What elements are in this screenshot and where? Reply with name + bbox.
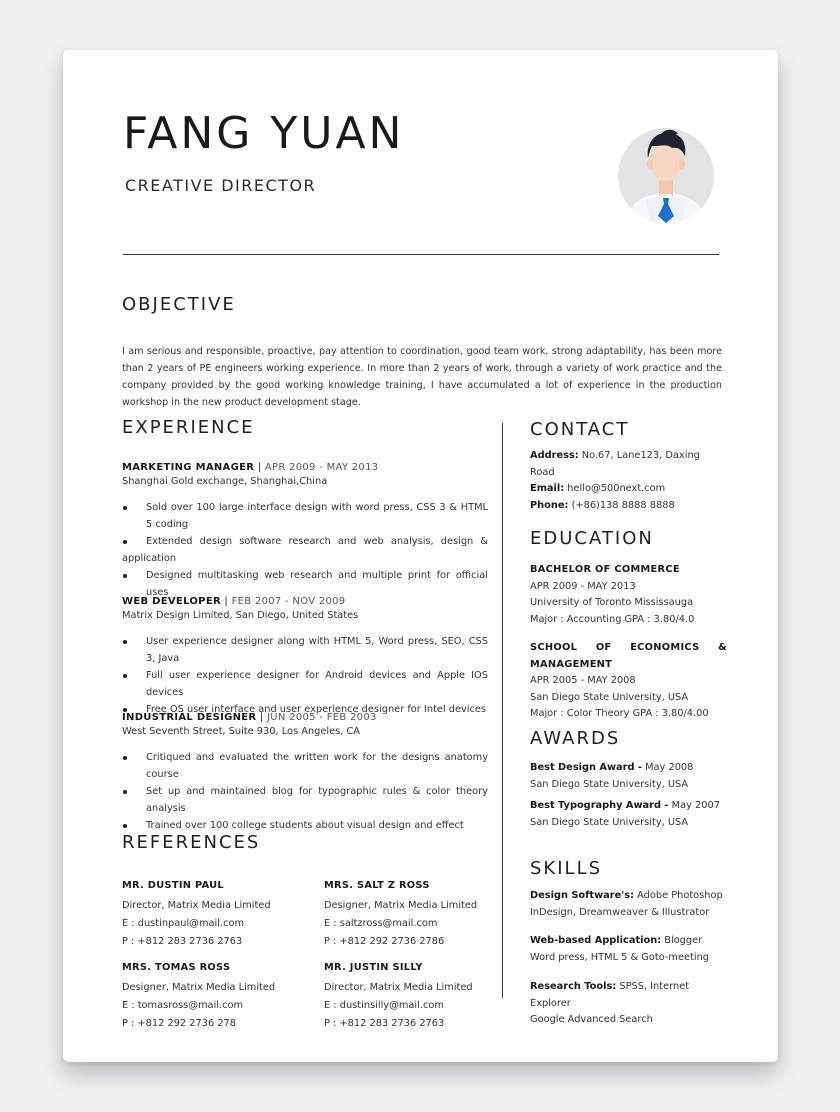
skill-value-2: InDesign, Dreamweaver & Illustrator — [530, 906, 710, 918]
job-title-line: WEB DEVELOPER | FEB 2007 - NOV 2009 — [122, 596, 346, 607]
skill-value-2: Word press, HTML 5 & Goto-meeting — [530, 951, 709, 963]
objective-text: I am serious and responsible, proactive, pay attention to coordination, good team work, strong adaptability, has been more than 2 years of PE engineers working experience. In more than 2 years of work, through a variety of work practice and the company provided by the good working knowledge training, I have accumulated a lot of experience in the production workshop in the new product development stage. — [122, 345, 722, 408]
skill-entry — [530, 933, 727, 966]
header-divider — [123, 254, 719, 255]
job-title: WEB DEVELOPER — [122, 596, 221, 607]
award-place: San Diego State University, USA — [530, 816, 689, 828]
job-bullet: Extended design software research and web analysis, design & application — [122, 533, 488, 567]
phone-value: (+86)138 8888 8888 — [571, 499, 675, 511]
column-divider — [502, 423, 503, 998]
award-year: May 2007 — [671, 800, 720, 811]
reference-phone: P : +812 283 2736 2763 — [122, 936, 243, 947]
job-bullets — [122, 499, 488, 601]
phone-label: Phone: — [530, 499, 569, 511]
award-title-line — [530, 760, 727, 777]
degree-title-word: ECONOMICS — [630, 642, 700, 653]
job-place: West Seventh Street, Suite 930, Los Angeles, CA — [122, 726, 360, 737]
degree-detail: Major : Color Theory GPA : 3.80/4.00 — [530, 708, 709, 719]
reference-email: E : dustinpaul@mail.com — [122, 918, 245, 929]
contact-heading: CONTACT — [530, 419, 630, 440]
job-bullet: Full user experience designer for Android devices and Apple IOS devices — [122, 667, 488, 701]
award-title: Best Design Award - — [530, 762, 642, 773]
job-date: FEB 2007 - NOV 2009 — [231, 596, 346, 607]
job-bullet: Trained over 100 college students about visual design and effect — [122, 817, 488, 834]
reference-position: Director, Matrix Media Limited — [122, 900, 271, 911]
awards-heading: AWARDS — [530, 728, 621, 749]
degree-title-word: & — [718, 642, 727, 653]
job-bullet: Critiqued and evaluated the written work for the designs anatomy course — [122, 749, 488, 783]
email-value: hello@500next.com — [567, 483, 666, 494]
education-heading: EDUCATION — [530, 528, 654, 549]
reference-phone: P : +812 292 2736 278 — [122, 1018, 237, 1029]
reference-position: Designer, Matrix Media Limited — [122, 982, 276, 993]
resume-page — [63, 50, 778, 1062]
skill-value-2: Google Advanced Search — [530, 1014, 653, 1025]
degree-title: BACHELOR OF COMMERCE — [530, 564, 680, 575]
skill-line — [530, 888, 727, 905]
job-bullets — [122, 633, 488, 718]
reference-phone: P : +812 292 2736 2786 — [324, 936, 445, 947]
degree-date: APR 2005 - MAY 2008 — [530, 675, 636, 686]
job-bullet: User experience designer along with HTML 5, Word press, SEO, CSS 3, Java — [122, 633, 488, 667]
job-title: MARKETING MANAGER — [122, 462, 255, 473]
job-entry — [122, 462, 488, 601]
reference-card — [122, 959, 312, 1033]
job-entry — [122, 712, 488, 834]
address-value: No.67, Lane123, Daxing Road — [530, 450, 700, 478]
reference-name: MR. JUSTIN SILLY — [324, 962, 423, 973]
job-title-line: INDUSTRIAL DESIGNER | JUN 2005 - FEB 2003 — [122, 712, 377, 723]
degree-school: San Diego State University, USA — [530, 691, 689, 703]
award-year: May 2008 — [645, 762, 694, 773]
job-title: INDUSTRIAL DESIGNER — [122, 712, 257, 723]
award-entry — [530, 760, 727, 793]
contact-email — [530, 481, 727, 498]
job-entry — [122, 596, 488, 718]
skill-label: Research Tools: — [530, 981, 617, 992]
award-title-line — [530, 798, 727, 815]
reference-card — [324, 959, 514, 1033]
degree-title-line — [530, 640, 727, 657]
reference-email: E : tomasross@mail.com — [122, 1000, 244, 1011]
reference-name: MRS. TOMAS ROSS — [122, 962, 231, 973]
degree-title-word: OF — [595, 642, 612, 653]
reference-position: Designer, Matrix Media Limited — [324, 900, 478, 911]
skill-entry — [530, 979, 727, 1029]
education-entry — [530, 562, 727, 628]
skill-line — [530, 979, 727, 1012]
skill-value: SPSS, Internet Explorer — [530, 981, 690, 1009]
job-bullet: Free OS user interface and user experience designer for Intel devices — [122, 701, 488, 718]
award-entry — [530, 798, 727, 831]
skill-line — [530, 933, 727, 950]
degree-school: University of Toronto Mississauga — [530, 597, 694, 608]
skills-heading: SKILLS — [530, 858, 603, 879]
reference-name: MR. DUSTIN PAUL — [122, 880, 224, 891]
skill-label: Design Software's: — [530, 890, 634, 901]
reference-phone: P : +812 283 2736 2763 — [324, 1018, 445, 1029]
reference-email: E : saltzross@mail.com — [324, 918, 438, 929]
job-bullets — [122, 749, 488, 834]
contact-block — [530, 448, 727, 514]
job-bullet: Set up and maintained blog for typographic rules & color theory analysis — [122, 783, 488, 817]
job-bullet: Sold over 100 large interface design with word press, CSS 3 & HTML 5 coding — [122, 499, 488, 533]
skill-value: Blogger — [664, 935, 703, 946]
award-place: San Diego State University, USA — [530, 778, 689, 790]
contact-address — [530, 448, 727, 481]
job-date: APR 2009 - MAY 2013 — [264, 462, 379, 473]
skill-value: Adobe Photoshop — [637, 890, 723, 901]
degree-date: APR 2009 - MAY 2013 — [530, 580, 636, 592]
experience-heading: EXPERIENCE — [122, 417, 255, 438]
objective-heading: OBJECTIVE — [122, 294, 236, 315]
reference-card — [324, 877, 514, 951]
reference-email: E : dustinsilly@mail.com — [324, 1000, 444, 1011]
references-heading: REFERENCES — [122, 832, 261, 853]
email-label: Email: — [530, 483, 565, 494]
contact-phone — [530, 498, 727, 515]
reference-name: MRS. SALT Z ROSS — [324, 880, 430, 891]
reference-position: Director, Matrix Media Limited — [324, 982, 473, 993]
reference-card — [122, 877, 312, 951]
job-place: Matrix Design Limited, San Diego, United States — [122, 610, 359, 621]
job-place: Shanghai Gold exchange, Shanghai,China — [122, 476, 328, 487]
candidate-name: FANG YUAN — [123, 108, 405, 159]
degree-detail: Major : Accounting GPA : 3.80/4.0 — [530, 613, 695, 625]
education-entry — [530, 640, 727, 723]
degree-title-word: SCHOOL — [530, 642, 578, 653]
skill-entry — [530, 888, 727, 921]
job-bullet: Designed multitasking web research and multiple print for official uses — [122, 567, 488, 601]
job-date: JUN 2005 - FEB 2003 — [267, 712, 377, 723]
candidate-role: CREATIVE DIRECTOR — [125, 176, 317, 195]
degree-title-word: MANAGEMENT — [530, 658, 613, 670]
job-title-line: MARKETING MANAGER | APR 2009 - MAY 2013 — [122, 462, 379, 473]
address-label: Address: — [530, 450, 579, 461]
person-avatar-icon — [616, 120, 716, 225]
award-title: Best Typography Award - — [530, 800, 669, 811]
skill-label: Web-based Application: — [530, 935, 662, 946]
